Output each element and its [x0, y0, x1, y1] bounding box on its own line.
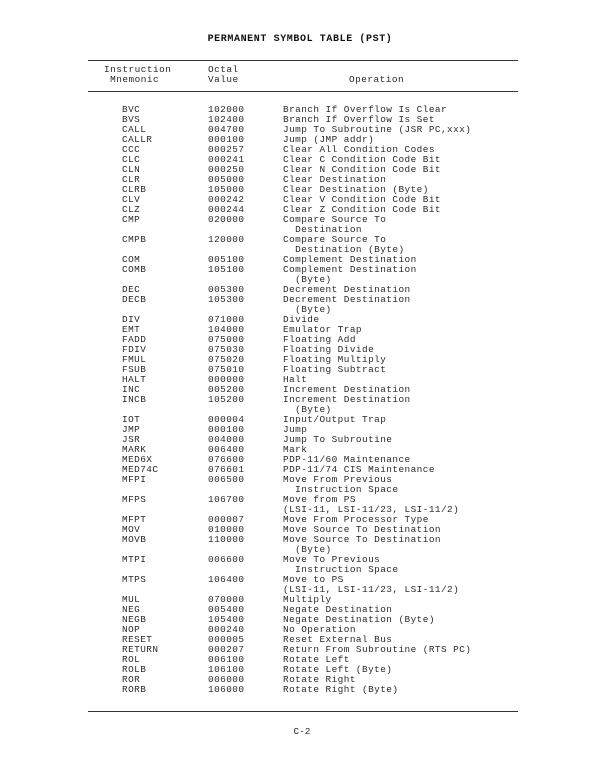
- operation-line: Move Source To Destination: [283, 524, 441, 535]
- octal-value-cell: 006000: [208, 674, 245, 685]
- operation-cell: [283, 265, 604, 285]
- octal-value-cell: 105000: [208, 184, 245, 195]
- mnemonic-cell: CMPB: [122, 234, 147, 245]
- operation-line: (LSI-11, LSI-11/23, LSI-11/2): [283, 584, 460, 595]
- operation-line: Increment Destination: [283, 384, 411, 395]
- operation-line: Branch If Overflow Is Clear: [283, 104, 448, 115]
- octal-value-cell: 000244: [208, 204, 245, 215]
- column-header-mnemonic: [104, 65, 171, 85]
- mnemonic-cell: RESET: [122, 634, 153, 645]
- mnemonic-cell: DECB: [122, 294, 147, 305]
- operation-line: Complement Destination: [283, 254, 417, 265]
- operation-line: Rotate Left (Byte): [283, 664, 393, 675]
- mnemonic-cell: MUL: [122, 594, 141, 605]
- operation-line: Rotate Right: [283, 674, 356, 685]
- octal-value-cell: 105400: [208, 614, 245, 625]
- operation-line: Negate Destination: [283, 604, 393, 615]
- column-header-value: [208, 65, 239, 85]
- mnemonic-cell: NEGB: [122, 614, 147, 625]
- octal-value-cell: 106700: [208, 494, 245, 505]
- operation-cell: [283, 415, 604, 425]
- operation-line: Input/Output Trap: [283, 414, 387, 425]
- operation-line: Increment Destination: [283, 394, 411, 405]
- operation-line: (Byte): [283, 304, 332, 315]
- operation-line: Jump (JMP addr): [283, 134, 375, 145]
- octal-value-cell: 020000: [208, 214, 245, 225]
- table-row: [0, 265, 604, 285]
- mnemonic-cell: ROLB: [122, 664, 147, 675]
- operation-cell: [283, 215, 604, 235]
- mnemonic-cell: FDIV: [122, 344, 147, 355]
- octal-value-cell: 006100: [208, 654, 245, 665]
- mnemonic-cell: BVS: [122, 114, 141, 125]
- operation-line: Move Source To Destination: [283, 534, 441, 545]
- octal-value-cell: 076600: [208, 454, 245, 465]
- mnemonic-cell: DEC: [122, 284, 141, 295]
- operation-line: Clear Z Condition Code Bit: [283, 204, 441, 215]
- header-line: Mnemonic: [104, 74, 160, 85]
- mnemonic-cell: NOP: [122, 624, 141, 635]
- octal-value-cell: 000242: [208, 194, 245, 205]
- mnemonic-cell: CLN: [122, 164, 141, 175]
- table-row: [0, 685, 604, 695]
- operation-line: Reset External Bus: [283, 634, 393, 645]
- operation-line: Move To Previous: [283, 554, 381, 565]
- operation-line: (Byte): [283, 404, 332, 415]
- operation-line: Multiply: [283, 594, 332, 605]
- mnemonic-cell: DIV: [122, 314, 141, 325]
- operation-line: Branch If Overflow Is Set: [283, 114, 435, 125]
- mnemonic-cell: ROR: [122, 674, 141, 685]
- octal-value-cell: 000240: [208, 624, 245, 635]
- operation-line: PDP-11/60 Maintenance: [283, 454, 411, 465]
- operation-line: Return From Subroutine (RTS PC): [283, 644, 472, 655]
- octal-value-cell: 000257: [208, 144, 245, 155]
- octal-value-cell: 075000: [208, 334, 245, 345]
- mnemonic-cell: COMB: [122, 264, 147, 275]
- table-row: [0, 295, 604, 315]
- operation-line: Emulator Trap: [283, 324, 362, 335]
- operation-line: Jump To Subroutine (JSR PC,xxx): [283, 124, 472, 135]
- octal-value-cell: 005100: [208, 254, 245, 265]
- header-top-rule: [88, 60, 518, 61]
- operation-line: Jump: [283, 424, 308, 435]
- operation-line: (Byte): [283, 274, 332, 285]
- operation-line: Move to PS: [283, 574, 344, 585]
- octal-value-cell: 071000: [208, 314, 245, 325]
- header-line: Octal: [208, 64, 239, 75]
- operation-cell: [283, 235, 604, 255]
- mnemonic-cell: CLRB: [122, 184, 147, 195]
- operation-line: Clear Destination: [283, 174, 387, 185]
- table-row: [0, 575, 604, 595]
- mnemonic-cell: JMP: [122, 424, 141, 435]
- mnemonic-cell: MOV: [122, 524, 141, 535]
- octal-value-cell: 005200: [208, 384, 245, 395]
- column-header-operation: Operation: [349, 74, 405, 85]
- mnemonic-cell: MED74C: [122, 464, 159, 475]
- table-row: [0, 215, 604, 235]
- mnemonic-cell: MOVB: [122, 534, 147, 545]
- octal-value-cell: 075010: [208, 364, 245, 375]
- operation-line: Clear C Condition Code Bit: [283, 154, 441, 165]
- octal-value-cell: 000207: [208, 644, 245, 655]
- operation-line: Move from PS: [283, 494, 356, 505]
- octal-value-cell: 106100: [208, 664, 245, 675]
- mnemonic-cell: CLC: [122, 154, 141, 165]
- mnemonic-cell: MED6X: [122, 454, 153, 465]
- operation-line: Floating Divide: [283, 344, 375, 355]
- table-row: [0, 535, 604, 555]
- octal-value-cell: 006500: [208, 474, 245, 485]
- mnemonic-cell: BVC: [122, 104, 141, 115]
- page-title: PERMANENT SYMBOL TABLE (PST): [207, 34, 393, 45]
- octal-value-cell: 005000: [208, 174, 245, 185]
- mnemonic-cell: MARK: [122, 444, 147, 455]
- operation-cell: [283, 555, 604, 575]
- mnemonic-cell: MFPI: [122, 474, 147, 485]
- operation-cell: [283, 535, 604, 555]
- octal-value-cell: 006400: [208, 444, 245, 455]
- octal-value-cell: 070000: [208, 594, 245, 605]
- operation-line: Clear V Condition Code Bit: [283, 194, 441, 205]
- mnemonic-cell: MTPI: [122, 554, 147, 565]
- mnemonic-cell: CLZ: [122, 204, 141, 215]
- symbol-table: [0, 105, 604, 695]
- operation-line: Instruction Space: [283, 564, 399, 575]
- header-line: Instruction: [104, 64, 172, 75]
- octal-value-cell: 106000: [208, 684, 245, 695]
- operation-line: Rotate Right (Byte): [283, 684, 399, 695]
- mnemonic-cell: CALLR: [122, 134, 153, 145]
- octal-value-cell: 000004: [208, 414, 245, 425]
- mnemonic-cell: RETURN: [122, 644, 159, 655]
- mnemonic-cell: HALT: [122, 374, 147, 385]
- mnemonic-cell: FADD: [122, 334, 147, 345]
- operation-line: Complement Destination: [283, 264, 417, 275]
- table-row: [0, 395, 604, 415]
- operation-cell: [283, 365, 604, 375]
- mnemonic-cell: MTPS: [122, 574, 147, 585]
- octal-value-cell: 000100: [208, 424, 245, 435]
- octal-value-cell: 120000: [208, 234, 245, 245]
- mnemonic-cell: CLV: [122, 194, 141, 205]
- mnemonic-cell: COM: [122, 254, 141, 265]
- table-bottom-rule: [88, 711, 518, 712]
- operation-line: Decrement Destination: [283, 294, 411, 305]
- operation-line: Divide: [283, 314, 320, 325]
- table-row: [0, 235, 604, 255]
- operation-line: Move From Processor Type: [283, 514, 429, 525]
- operation-line: Mark: [283, 444, 308, 455]
- octal-value-cell: 105100: [208, 264, 245, 275]
- octal-value-cell: 010000: [208, 524, 245, 535]
- octal-value-cell: 102000: [208, 104, 245, 115]
- octal-value-cell: 102400: [208, 114, 245, 125]
- operation-line: Floating Multiply: [283, 354, 387, 365]
- octal-value-cell: 000000: [208, 374, 245, 385]
- header-bottom-rule: [88, 91, 518, 92]
- mnemonic-cell: INCB: [122, 394, 147, 405]
- operation-line: Instruction Space: [283, 484, 399, 495]
- operation-line: (LSI-11, LSI-11/23, LSI-11/2): [283, 504, 460, 515]
- octal-value-cell: 000241: [208, 154, 245, 165]
- octal-value-cell: 110000: [208, 534, 245, 545]
- operation-line: Destination (Byte): [283, 244, 405, 255]
- octal-value-cell: 075020: [208, 354, 245, 365]
- operation-cell: [283, 435, 604, 445]
- operation-line: Decrement Destination: [283, 284, 411, 295]
- operation-cell: [283, 295, 604, 315]
- mnemonic-cell: CLR: [122, 174, 141, 185]
- octal-value-cell: 000005: [208, 634, 245, 645]
- mnemonic-cell: ROL: [122, 654, 141, 665]
- mnemonic-cell: INC: [122, 384, 141, 395]
- operation-line: Jump To Subroutine: [283, 434, 393, 445]
- octal-value-cell: 104000: [208, 324, 245, 335]
- octal-value-cell: 000007: [208, 514, 245, 525]
- mnemonic-cell: CCC: [122, 144, 141, 155]
- octal-value-cell: 105300: [208, 294, 245, 305]
- page-number: C-2: [293, 726, 311, 737]
- mnemonic-cell: MFPS: [122, 494, 147, 505]
- operation-cell: [283, 475, 604, 495]
- operation-cell: [283, 495, 604, 515]
- operation-line: (Byte): [283, 544, 332, 555]
- operation-line: Compare Source To: [283, 234, 387, 245]
- octal-value-cell: 105200: [208, 394, 245, 405]
- operation-line: Clear N Condition Code Bit: [283, 164, 441, 175]
- operation-line: Negate Destination (Byte): [283, 614, 435, 625]
- operation-line: Floating Subtract: [283, 364, 387, 375]
- table-row: [0, 555, 604, 575]
- mnemonic-cell: MFPT: [122, 514, 147, 525]
- octal-value-cell: 106400: [208, 574, 245, 585]
- octal-value-cell: 005400: [208, 604, 245, 615]
- mnemonic-cell: JSR: [122, 434, 141, 445]
- octal-value-cell: 000250: [208, 164, 245, 175]
- octal-value-cell: 076601: [208, 464, 245, 475]
- octal-value-cell: 004700: [208, 124, 245, 135]
- mnemonic-cell: RORB: [122, 684, 147, 695]
- mnemonic-cell: CALL: [122, 124, 147, 135]
- operation-line: Clear Destination (Byte): [283, 184, 429, 195]
- operation-line: Rotate Left: [283, 654, 350, 665]
- mnemonic-cell: CMP: [122, 214, 141, 225]
- octal-value-cell: 006600: [208, 554, 245, 565]
- operation-line: No Operation: [283, 624, 356, 635]
- octal-value-cell: 004000: [208, 434, 245, 445]
- octal-value-cell: 000100: [208, 134, 245, 145]
- mnemonic-cell: EMT: [122, 324, 141, 335]
- octal-value-cell: 075030: [208, 344, 245, 355]
- operation-line: Compare Source To: [283, 214, 387, 225]
- mnemonic-cell: IOT: [122, 414, 141, 425]
- octal-value-cell: 005300: [208, 284, 245, 295]
- table-row: [0, 475, 604, 495]
- operation-cell: [283, 685, 604, 695]
- operation-cell: [283, 575, 604, 595]
- operation-line: PDP-11/74 CIS Maintenance: [283, 464, 435, 475]
- table-row: [0, 495, 604, 515]
- mnemonic-cell: FMUL: [122, 354, 147, 365]
- operation-line: Halt: [283, 374, 308, 385]
- operation-line: Destination: [283, 224, 362, 235]
- operation-line: Move From Previous: [283, 474, 393, 485]
- mnemonic-cell: FSUB: [122, 364, 147, 375]
- operation-line: Floating Add: [283, 334, 356, 345]
- operation-line: Clear All Condition Codes: [283, 144, 435, 155]
- mnemonic-cell: NEG: [122, 604, 141, 615]
- header-line: Value: [208, 74, 239, 85]
- operation-cell: [283, 395, 604, 415]
